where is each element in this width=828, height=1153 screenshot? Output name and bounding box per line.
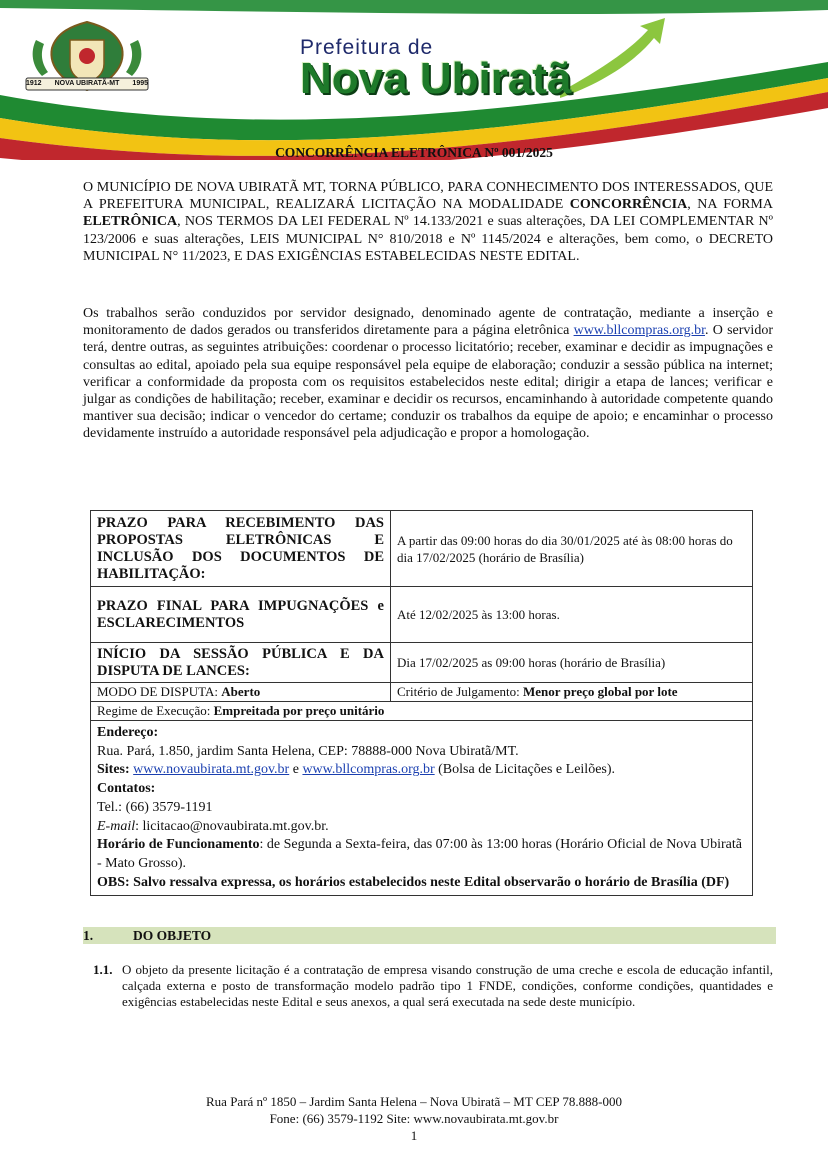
item-1-1	[93, 962, 773, 1010]
dispute-mode-value: Aberto	[221, 684, 261, 699]
hours-value: : de Segunda a Sexta-feira, das 07:00 às 13:00 horas (Horário Oficial de Nova Ubiratã - Mato Grosso).	[97, 837, 742, 871]
item-number: 1.1.	[93, 962, 113, 977]
intro-text-3: , NOS TERMOS DA LEI FEDERAL Nº 14.133/2021 e suas alterações, DA LEI COMPLEMENTAR Nº 123/2006 e suas alterações, LEIS MUNICIPAL N° 810/2018 e Nº 1145/2024 e alterações, bem como, o DECRETO MUNICIPAL N° 11/2023, E DAS EXIGÊNCIAS ESTABELECIDAS NESTE EDITAL.	[83, 214, 773, 264]
intro-text-1: O MUNICÍPIO DE NOVA UBIRATÃ MT, TORNA PÚBLICO, PARA CONHECIMENTO DOS INTERESSADOS, QUE A PREFEITURA MUNICIPAL, REALIZARÁ LICITAÇÃO NA MODALIDADE	[83, 180, 773, 213]
criteria-value: Menor preço global por lote	[523, 684, 678, 699]
sites-and: e	[289, 762, 303, 778]
table-row	[91, 721, 753, 896]
phone-value: Tel.: (66) 3579-1191	[97, 799, 213, 815]
table-row	[91, 643, 753, 683]
intro-bold-forma: ELETRÔNICA	[83, 214, 178, 230]
agent-text-1: Os trabalhos serão conduzidos por servidor designado, denominado agente de contratação, mediante a inserção e monitoramento de dados gerados ou transferidos diretamente para a página eletrônica	[83, 306, 773, 339]
regime-label: Regime de Execução:	[97, 703, 214, 718]
deadlines-table	[90, 510, 753, 896]
receipt-deadline-value: A partir das 09:00 horas do dia 30/01/2025 até às 08:00 horas do dia 17/02/2025 (horário de Brasília)	[391, 511, 753, 587]
dispute-mode-cell	[91, 683, 391, 702]
brand-city-name: Nova Ubiratã	[300, 54, 572, 103]
hours-line	[97, 836, 746, 873]
contacts-label: Contatos:	[97, 781, 156, 797]
agent-text-2: . O servidor terá, dentre outras, as seguintes atribuições: coordenar o processo licitatório; receber, examinar e decidir as impugnações e consultas ao edital, apoiado pela sua equipe responsável pela equipe de elaboração; conduzir a sessão pública na internet; verificar a conformidade da proposta com os requisitos estabelecidos neste edital; dirigir a etapa de lances; verificar e julgar as condições de habilitação; receber, examinar e decidir os recursos, encaminhando à autoridade competente quando mantiver sua decisão; indicar o vencedor do certame; conduzir os trabalhos da equipe de apoio; e encaminhar o processo devidamente instruído a autoridade responsável pela adjudicação e propor a homologação.	[83, 323, 773, 442]
agent-paragraph	[83, 305, 773, 443]
address-value: Rua. Pará, 1.850, jardim Santa Helena, CEP: 78888-000 Nova Ubiratã/MT.	[97, 743, 519, 759]
regime-cell	[91, 702, 753, 721]
bllcompras-site-link[interactable]: www.bllcompras.org.br	[302, 762, 435, 778]
dispute-mode-label: MODO DE DISPUTA:	[97, 684, 222, 699]
page-number: 1	[410, 1128, 418, 1143]
criteria-label: Critério de Julgamento:	[397, 684, 524, 699]
intro-text-2: , NA FORMA	[687, 197, 773, 213]
footer-contact: Fone: (66) 3579-1192 Site: www.novaubirata.mt.gov.br	[269, 1111, 559, 1126]
crest-year-left: 1912	[26, 80, 42, 87]
email-value: : licitacao@novaubirata.mt.gov.br.	[135, 818, 329, 834]
criteria-cell	[391, 683, 753, 702]
section-number: 1.	[83, 928, 94, 943]
challenge-deadline-label: PRAZO FINAL PARA IMPUGNAÇÕES e ESCLARECIMENTOS	[91, 587, 391, 643]
document-title: CONCORRÊNCIA ELETRÔNICA Nº 001/2025	[275, 145, 553, 160]
crest-name: NOVA UBIRATÃ-MT	[54, 80, 120, 87]
table-row	[91, 702, 753, 721]
table-row	[91, 683, 753, 702]
hours-label: Horário de Funcionamento	[97, 837, 260, 853]
intro-bold-modalidade: CONCORRÊNCIA	[569, 197, 688, 213]
table-row	[91, 587, 753, 643]
letterhead	[0, 0, 828, 160]
sites-line	[97, 761, 746, 780]
session-start-value: Dia 17/02/2025 as 09:00 horas (horário de Brasília)	[391, 643, 753, 683]
challenge-deadline-value: Até 12/02/2025 às 13:00 horas.	[391, 587, 753, 643]
email-line	[97, 818, 746, 837]
crest-year-right: 1995	[132, 80, 148, 87]
obs-note: OBS: Salvo ressalva expressa, os horários estabelecidos neste Edital observarão o horário de Brasília (DF)	[97, 874, 730, 890]
sites-suffix: (Bolsa de Licitações e Leilões).	[434, 762, 616, 778]
sites-label: Sites:	[97, 762, 134, 778]
footer-address: Rua Pará nº 1850 – Jardim Santa Helena – Nova Ubiratã – MT CEP 78.888-000	[206, 1094, 622, 1109]
address-label: Endereço:	[97, 725, 159, 740]
receipt-deadline-label: PRAZO PARA RECEBIMENTO DAS PROPOSTAS ELETRÔNICAS E INCLUSÃO DOS DOCUMENTOS DE HABILITAÇÃO:	[91, 511, 391, 587]
regime-value: Empreitada por preço unitário	[213, 703, 385, 718]
session-start-label: INÍCIO DA SESSÃO PÚBLICA E DA DISPUTA DE LANCES:	[91, 643, 391, 683]
section-heading-objeto	[83, 927, 776, 944]
crest-ribbon	[26, 80, 148, 87]
brand-prefeitura: Prefeitura de	[300, 36, 434, 59]
email-label: E-mail	[97, 818, 136, 834]
table-row	[91, 511, 753, 587]
novaubirata-site-link[interactable]: www.novaubirata.mt.gov.br	[133, 762, 290, 778]
contact-info-cell	[91, 721, 753, 896]
bllcompras-link[interactable]: www.bllcompras.org.br	[573, 323, 706, 339]
section-title: DO OBJETO	[133, 928, 212, 943]
intro-paragraph	[83, 179, 773, 265]
item-text: O objeto da presente licitação é a contratação de empresa visando construção de uma creche e escola de educação infantil, calçada externa e posto de transformação modelo padrão tipo 1 FNDE, condições, conforme condições, quantidades e exigências estabelecidas neste Edital e seus anexos, a qual será executada na sede deste município.	[122, 962, 773, 1009]
